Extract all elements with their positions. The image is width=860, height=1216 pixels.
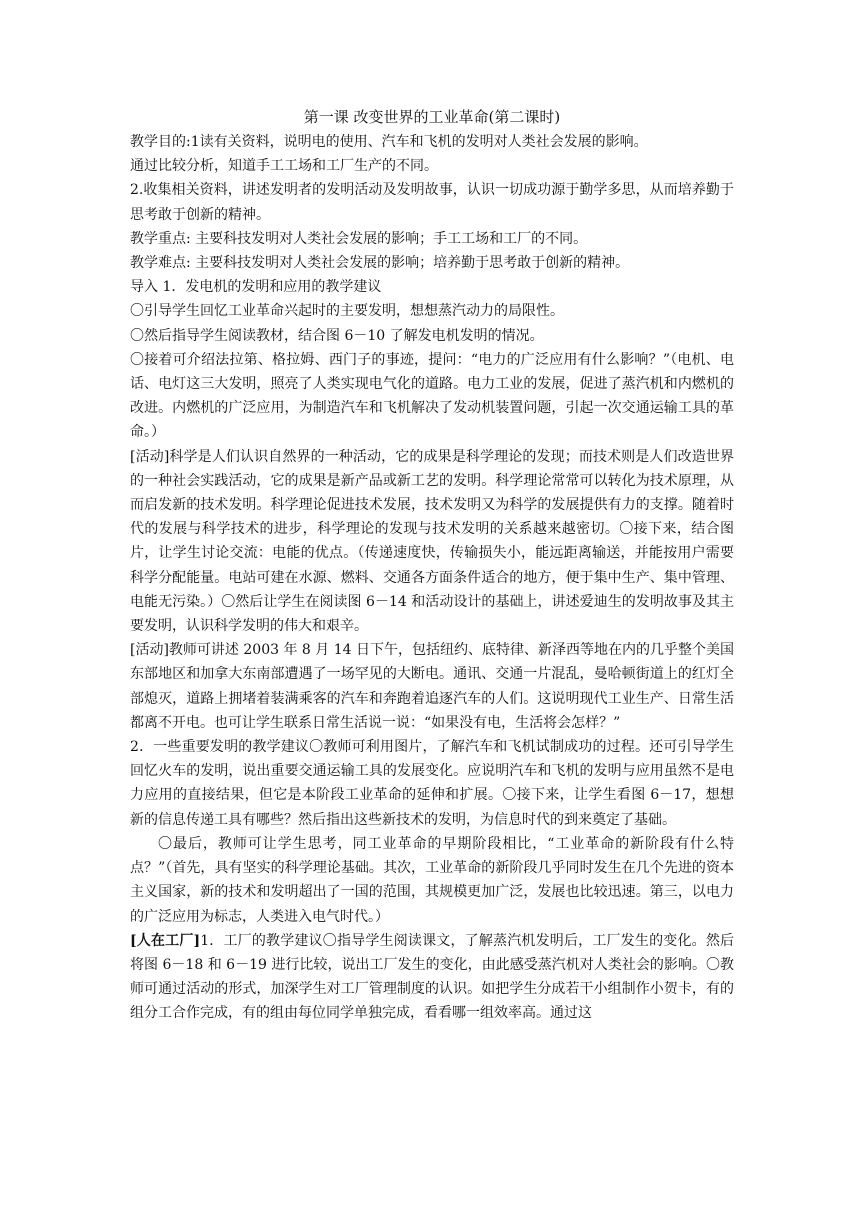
teaching-difficulty: 教学难点: 主要科技发明对人类社会发展的影响；培养勤于思考敢于创新的精神。: [130, 255, 630, 272]
teaching-objective-cont: 通过比较分析，知道手工工场和工厂生产的不同。: [130, 158, 438, 175]
teaching-objective-2: 2.收集相关资料，讲述发明者的发明活动及发明故事，认识一切成功源于勤学多思，从而培养勤于思考敢于创新的精神。: [130, 182, 734, 223]
paragraph: 2．一些重要发明的教学建议〇教师可利用图片，了解汽车和飞机试制成功的过程。还可引导学生回忆火车的发明，说出重要交通运输工具的发展变化。应说明汽车和飞机的发明与应用虽然不是电力应用的直接结果，但它是本阶段工业革命的延伸和扩展。〇接下来，让学生看图 6－17，想想新的信息传递工具有哪些？然后指出这些新技术的发明，为信息时代的到来奠定了基础。: [130, 739, 734, 828]
paragraph: 〇引导学生回忆工业革命兴起时的主要发明，想想蒸汽动力的局限性。: [130, 303, 564, 320]
teaching-objective: 教学目的:1读有关资料，说明电的使用、汽车和飞机的发明对人类社会发展的影响。: [130, 134, 648, 150]
lesson-title: 第一课 改变世界的工业革命(第二课时): [303, 108, 561, 126]
intro-heading: 导入 1．发电机的发明和应用的教学建议: [130, 279, 382, 296]
paragraph: 〇接着可介绍法拉第、格拉姆、西门子的事迹，提问：“电力的广泛应用有什么影响？”（电机、电话、电灯这三大发明，照亮了人类实现电气化的道路。电力工业的发展，促进了蒸汽机和内燃机的改进。内燃机的广泛应用，为制造汽车和飞机解决了发动机装置问题，引起一次交通运输工具的革命。）: [130, 351, 734, 441]
paragraph: 〇然后指导学生阅读教材，结合图 6－10 了解发电机发明的情况。: [130, 327, 544, 344]
factory-paragraph: [130, 929, 734, 1026]
paragraph: 〇最后，教师可让学生思考，同工业革命的早期阶段相比，“工业革命的新阶段有什么特点？”（首先，具有坚实的科学理论基础。其次，工业革命的新阶段几乎同时发生在几个先进的资本主义国家，新的技术和发明超出了一国的范围，其规模更加广泛，发展也比较迅速。第三，以电力的广泛应用为标志，人类进入电气时代。）: [130, 835, 734, 925]
activity-paragraph: [活动]教师可讲述 2003 年 8 月 14 日下午，包括纽约、底特律、新泽西等地在内的几乎整个美国东部地区和加拿大东南部遭遇了一场罕见的大断电。通讯、交通一片混乱，曼哈顿街道上的红灯全部熄灭，道路上拥堵着装满乘客的汽车和奔跑着追逐汽车的人们。这说明现代工业生产、日常生活都离不开电。也可让学生联系日常生活说一说：“如果没有电，生活将会怎样？”: [130, 642, 734, 731]
section-label: [人在工厂]: [130, 932, 201, 949]
activity-paragraph: [活动]科学是人们认识自然界的一种活动，它的成果是科学理论的发现；而技术则是人们改造世界的一种社会实践活动，它的成果是新产品或新工艺的发明。科学理论常常可以转化为技术原理，从而启发新的技术发明。科学理论促进技术发展，技术发明又为科学的发展提供有力的支撑。随着时代的发展与科学技术的进步，科学理论的发现与技术发明的关系越来越密切。〇接下来，结合图片，让学生讨论交流：电能的优点。（传递速度快，传输损失小，能远距离输送，并能按用户需要科学分配能量。电站可建在水源、燃料、交通各方面条件适合的地方，便于集中生产、集中管理、电能无污染。）〇然后让学生在阅读图 6－14 和活动设计的基础上，讲述爱迪生的发明故事及其主要发明，认识科学发明的伟大和艰辛。: [130, 448, 734, 635]
document-page: [130, 104, 734, 1026]
teaching-key-point: 教学重点: 主要科技发明对人类社会发展的影响；手工工场和工厂的不同。: [130, 230, 588, 247]
factory-text: 1．工厂的教学建议〇指导学生阅读课文，了解蒸汽机发明后，工厂发生的变化。然后将图 6－18 和 6－19 进行比较，说出工厂发生的变化，由此感受蒸汽机对人类社会的影响。〇教师可通过活动的形式，加深学生对工厂管理制度的认识。如把学生分成若干小组制作小贺卡，有的组分工合作完成，有的组由每位同学单独完成，看看哪一组效率高。通过这: [130, 932, 735, 1022]
